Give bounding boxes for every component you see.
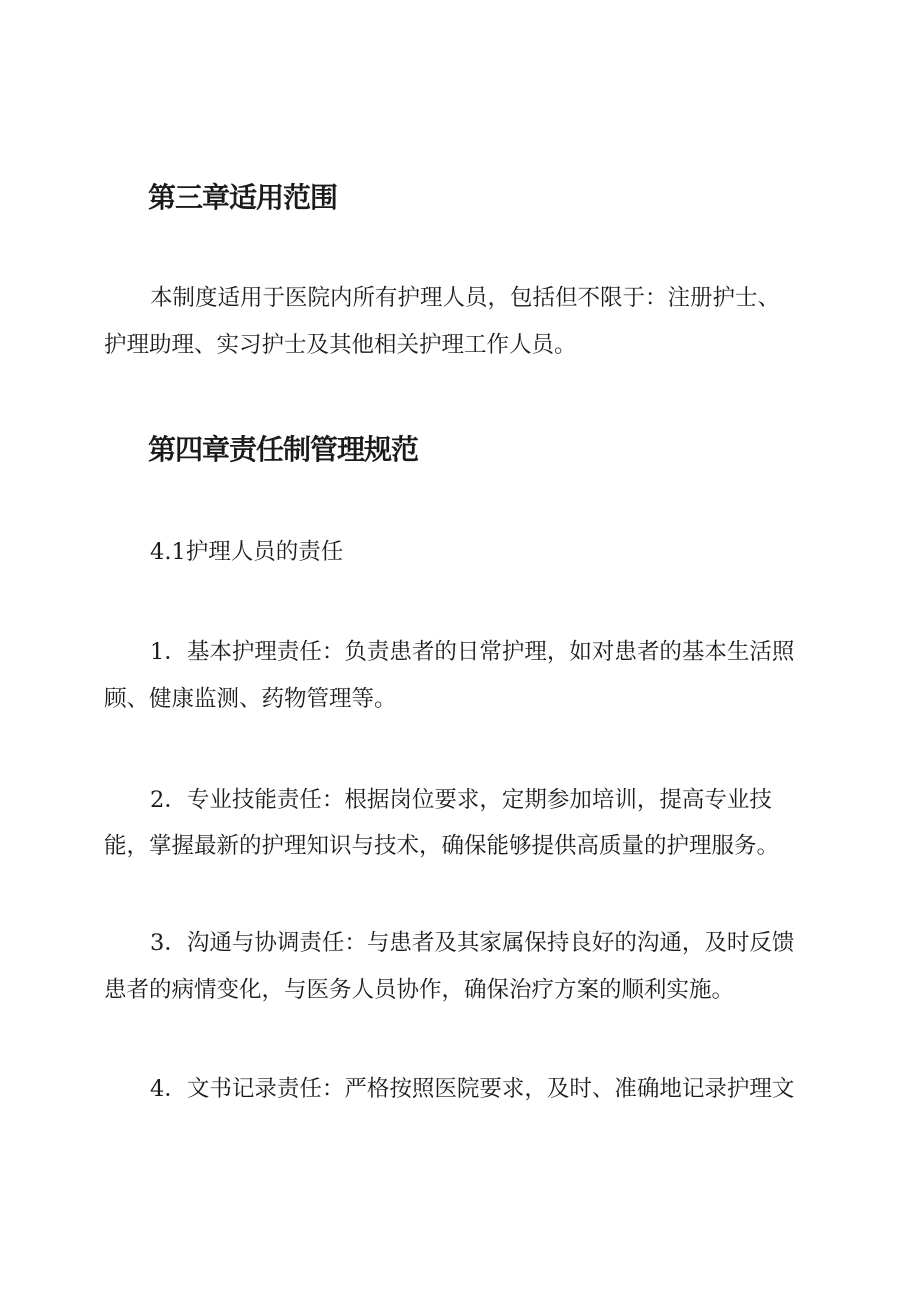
item-1-line-2: 顾、健康监测、药物管理等。 bbox=[104, 686, 397, 712]
item-3-line-2: 患者的病情变化，与医务人员协作，确保治疗方案的顺利实施。 bbox=[104, 977, 735, 1003]
section-4-1-title: 4.1护理人员的责任 bbox=[150, 539, 344, 565]
chapter-4-heading: 第四章责任制管理规范 bbox=[148, 433, 419, 466]
item-1-line-1: 1．基本护理责任：负责患者的日常护理，如对患者的基本生活照 bbox=[150, 639, 795, 665]
chapter-3-paragraph-line-2: 护理助理、实习护士及其他相关护理工作人员。 bbox=[104, 332, 577, 358]
item-3-line-1: 3．沟通与协调责任：与患者及其家属保持良好的沟通，及时反馈 bbox=[150, 930, 795, 956]
chapter-3-paragraph-line-1: 本制度适用于医院内所有护理人员，包括但不限于：注册护士、 bbox=[150, 285, 781, 311]
chapter-3-heading: 第三章适用范围 bbox=[148, 181, 338, 214]
item-2-line-1: 2．专业技能责任：根据岗位要求，定期参加培训，提高专业技 bbox=[150, 787, 772, 813]
item-2-line-2: 能，掌握最新的护理知识与技术，确保能够提供高质量的护理服务。 bbox=[104, 833, 780, 859]
item-4-line-1: 4．文书记录责任：严格按照医院要求，及时、准确地记录护理文 bbox=[150, 1076, 795, 1102]
